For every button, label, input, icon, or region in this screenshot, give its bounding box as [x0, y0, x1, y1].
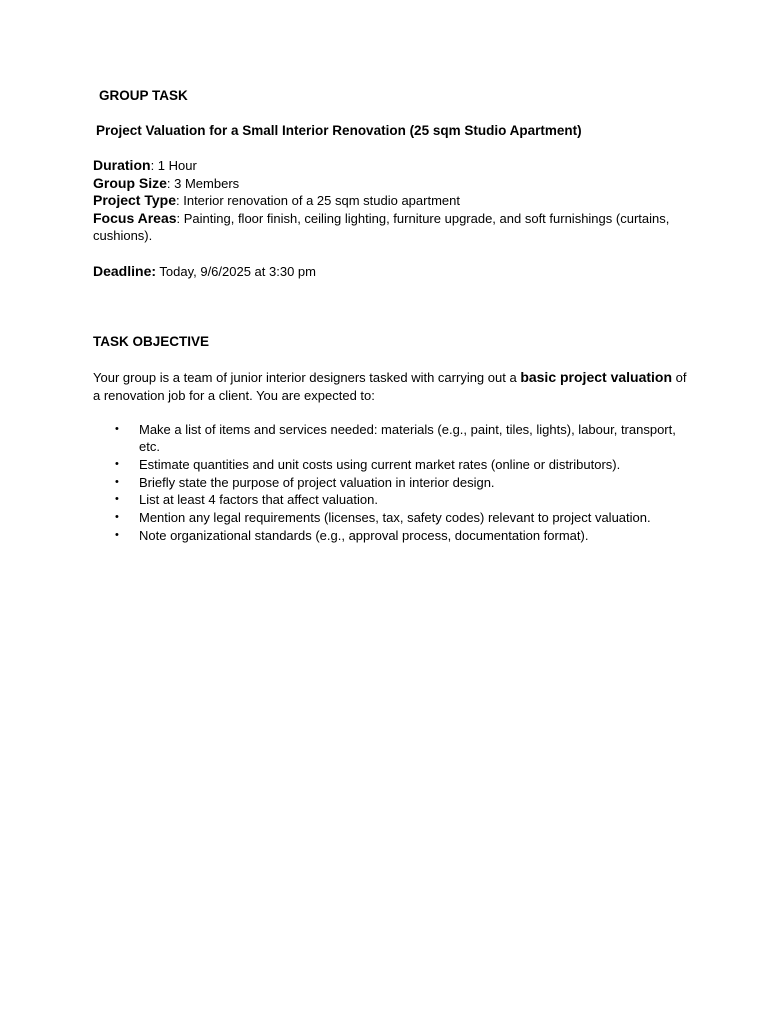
duration-row: [93, 157, 693, 175]
list-item-text: Make a list of items and services needed: materials (e.g., paint, tiles, lights), labour, transport, etc.: [139, 421, 676, 455]
project-type-label: Project Type: [93, 192, 176, 208]
task-objective-heading: TASK OBJECTIVE: [93, 333, 210, 349]
group-task-heading: GROUP TASK: [99, 88, 188, 103]
document-body: [93, 86, 693, 544]
list-item-text: Note organizational standards (e.g., approval process, documentation format).: [139, 527, 589, 543]
list-item-text: Briefly state the purpose of project valuation in interior design.: [139, 474, 495, 490]
list-item: [93, 509, 679, 527]
bullet-icon: •: [115, 528, 119, 541]
deadline-row: [93, 262, 693, 281]
list-item: [93, 527, 679, 545]
duration-value: : 1 Hour: [150, 158, 197, 173]
deadline-label: Deadline:: [93, 262, 157, 279]
list-item-text: Mention any legal requirements (licenses, tax, safety codes) relevant to project valuation.: [139, 510, 651, 526]
project-title: Project Valuation for a Small Interior Renovation (25 sqm Studio Apartment): [96, 123, 582, 138]
focus-areas-value: : Painting, floor finish, ceiling lighting, furniture upgrade, and soft furnishings (curtains, cushions).: [93, 210, 670, 243]
focus-areas-row: [93, 210, 693, 245]
bullet-icon: •: [115, 493, 119, 506]
objective-intro-before: Your group is a team of junior interior designers tasked with carrying out a: [93, 369, 521, 385]
objective-intro-emphasis: basic project valuation: [520, 368, 673, 385]
bullet-icon: •: [115, 511, 119, 524]
project-details: [93, 157, 693, 245]
list-item: [93, 456, 679, 474]
group-size-row: [93, 175, 693, 193]
bullet-icon: •: [115, 475, 119, 488]
list-item: [93, 421, 679, 456]
group-size-value: : 3 Members: [166, 175, 240, 191]
task-list: [93, 421, 693, 545]
list-item-text: Estimate quantities and unit costs using current market rates (online or distributors).: [139, 456, 621, 472]
objective-intro: [93, 368, 693, 405]
list-item: [93, 474, 679, 492]
group-size-label: Group Size: [93, 174, 167, 191]
project-type-value: : Interior renovation of a 25 sqm studio apartment: [176, 193, 460, 208]
focus-areas-label: Focus Areas: [93, 209, 177, 226]
duration-label: Duration: [93, 157, 151, 173]
list-item-text: List at least 4 factors that affect valuation.: [139, 492, 378, 508]
project-type-row: [93, 192, 693, 210]
bullet-icon: •: [115, 457, 119, 470]
objective-intro-after: of a renovation job for a client. You are expected to:: [93, 369, 687, 403]
list-item: [93, 491, 679, 509]
deadline-value: Today, 9/6/2025 at 3:30 pm: [156, 263, 316, 279]
bullet-icon: •: [115, 422, 119, 435]
